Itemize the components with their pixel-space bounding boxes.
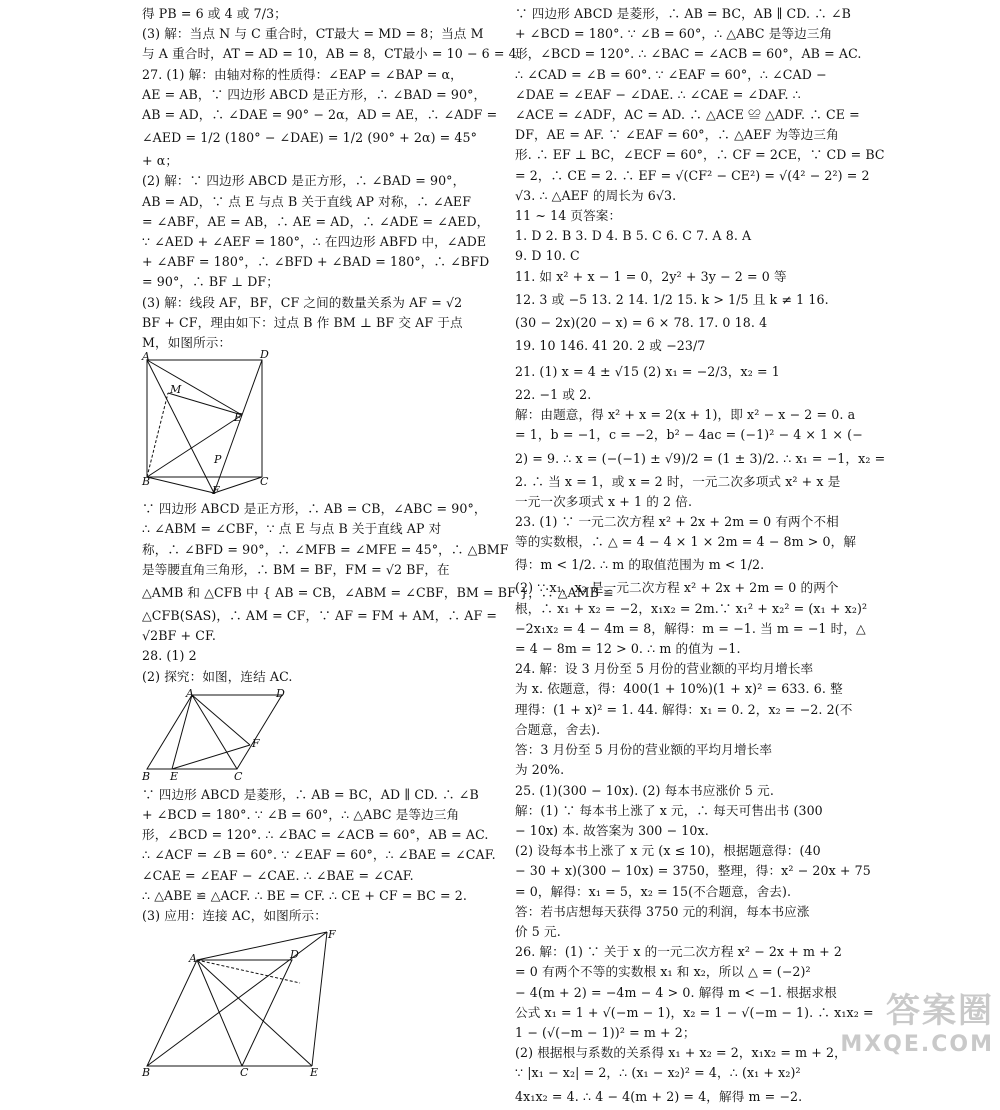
figure-label: B <box>142 1066 151 1080</box>
text-line: ∠DAE = ∠EAF − ∠DAE. ∴ ∠CAE = ∠DAF. ∴ <box>515 86 801 102</box>
text-line: (3) 解：线段 AF，BF，CF 之间的数量关系为 AF = √2 <box>142 294 463 310</box>
text-line: 21. (1) x = 4 ± √15 (2) x₁ = −2/3，x₂ = 1 <box>515 364 780 380</box>
text-line: △CFB(SAS)，∴ AM = CF，∵ AF = FM + AM，∴ AF = <box>142 608 498 624</box>
text-line: √3. ∴ △AEF 的周长为 6√3. <box>515 187 677 203</box>
text-line: 解：(1) ∵ 每本书上涨了 x 元，∴ 每天可售出书 (300 <box>515 802 823 818</box>
text-line: 2. ∴ 当 x = 1，或 x = 2 时，一元二次多项式 x² + x 是 <box>515 473 841 489</box>
text-line: DF，AE = AF. ∵ ∠EAF = 60°，∴ △AEF 为等边三角 <box>515 127 839 143</box>
text-line: 为 x. 依题意，得：400(1 + 10%)(1 + x)² = 633. 6. 整 <box>515 681 843 697</box>
figure-rhombus-application <box>142 928 342 1080</box>
text-line: M，如图所示： <box>142 335 232 351</box>
text-line: 9. D 10. C <box>515 248 580 264</box>
text-line: ∴ ∠ABM = ∠CBF，∵ 点 E 与点 B 关于直线 AP 对 <box>142 521 442 537</box>
text-line: (30 − 2x)(20 − x) = 6 × 78. 17. 0 18. 4 <box>515 314 768 330</box>
text-line: 12. 3 或 −5 13. 2 14. 1/2 15. k > 1/5 且 k ≠ 1 16. <box>515 291 829 307</box>
text-line: = 90°，∴ BF ⊥ DF； <box>142 274 279 290</box>
figure-label: B <box>142 475 151 489</box>
figure-label: D <box>276 686 285 700</box>
text-line: = 0 有两个不等的实数根 x₁ 和 x₂，所以 △ = (−2)² <box>515 964 811 980</box>
text-line: 22. −1 或 2. <box>515 387 592 403</box>
text-line: △AMB 和 △CFB 中 { AB = CB，∠ABM = ∠CBF，BM = BF }，∴ △AMB ≌ <box>142 585 614 601</box>
text-line: AB = AD，∴ ∠DAE = 90° − 2α，AD = AE，∴ ∠ADF = <box>142 107 498 123</box>
text-line: 11. 如 x² + x − 1 = 0，2y² + 3y − 2 = 0 等 <box>515 268 787 284</box>
figure-label: B <box>142 769 151 783</box>
figure-label: F <box>328 928 336 942</box>
text-line: (2) 解：∵ 四边形 ABCD 是正方形，∴ ∠BAD = 90°， <box>142 173 466 189</box>
figure-label: D <box>260 348 269 362</box>
text-line: 23. (1) ∵ 一元二次方程 x² + 2x + 2m = 0 有两个不相 <box>515 514 839 530</box>
figure-label: F <box>212 484 220 498</box>
text-line: − 4(m + 2) = −4m − 4 > 0. 解得 m < −1. 根据求根 <box>515 984 837 1000</box>
text-line: 4x₁x₂ = 4. ∴ 4 − 4(m + 2) = 4，解得 m = −2. <box>515 1088 803 1104</box>
text-line: 得 PB = 6 或 4 或 7/3； <box>142 6 287 21</box>
text-line: 形. ∴ EF ⊥ BC，∠ECF = 60°，∴ CF = 2CE，∵ CD = BC <box>515 147 885 163</box>
figure-label: E <box>310 1066 319 1080</box>
text-line: + ∠ABF = 180°，∴ ∠BFD + ∠BAD = 180°，∴ ∠BFD <box>142 254 490 270</box>
right-column <box>515 4 886 1110</box>
text-line: 28. (1) 2 <box>142 648 197 664</box>
watermark-title: 答案圈 <box>886 991 994 1031</box>
watermark-url: MXQE.COM <box>840 1032 994 1057</box>
text-line: ∴ ∠ACF = ∠B = 60°. ∵ ∠EAF = 60°，∴ ∠BAE = ∠CAF. <box>142 847 496 863</box>
text-line: = 1，b = −1，c = −2，b² − 4ac = (−1)² − 4 × 1 × (− <box>515 427 863 443</box>
text-line: BF + CF，理由如下：过点 B 作 BM ⊥ BF 交 AF 于点 <box>142 314 463 330</box>
text-line: 1. D 2. B 3. D 4. B 5. C 6. C 7. A 8. A <box>515 228 752 244</box>
figure-label: A <box>189 952 197 966</box>
figure-label: E <box>170 769 179 783</box>
text-line: 形，∠BCD = 120°. ∴ ∠BAC = ∠ACB = 60°，AB = AC. <box>515 46 862 62</box>
text-line: (2) ∵ x₁，x₂ 是一元二次方程 x² + 2x + 2m = 0 的两个 <box>515 580 839 596</box>
figure-label: M <box>170 383 182 397</box>
text-line: ∠CAE = ∠EAF − ∠CAE. ∴ ∠BAE = ∠CAF. <box>142 867 414 883</box>
figure-label: F <box>252 736 260 750</box>
text-line: ∵ ∠AED + ∠AEF = 180°，∴ 在四边形 ABFD 中，∠ADE <box>142 234 487 250</box>
figure-label: D <box>290 948 299 962</box>
figure-label: C <box>260 475 269 489</box>
text-line: 25. (1)(300 − 10x). (2) 每本书应涨价 5 元. <box>515 782 774 798</box>
text-line: 为 20%. <box>515 762 565 778</box>
text-line: 根，∴ x₁ + x₂ = −2，x₁x₂ = 2m.∵ x₁² + x₂² = (x₁ + x₂)² <box>515 600 868 616</box>
text-line: 得：m < 1/2. ∴ m 的取值范围为 m < 1/2. <box>515 557 765 573</box>
text-line: 一元一次多项式 x + 1 的 2 倍. <box>515 493 693 509</box>
text-line: AE = AB，∵ 四边形 ABCD 是正方形，∴ ∠BAD = 90°， <box>142 86 487 102</box>
figure-label: A <box>186 686 194 700</box>
text-line: ∠ACE = ∠ADF，AC = AD. ∴ △ACE ≌ △ADF. ∴ CE = <box>515 107 860 123</box>
text-line: = ∠ABF，AE = AB，∴ AE = AD，∴ ∠ADE = ∠AED， <box>142 213 490 229</box>
text-line: + ∠BCD = 180°. ∵ ∠B = 60°，∴ △ABC 是等边三角 <box>142 807 460 823</box>
text-line: + ∠BCD = 180°. ∵ ∠B = 60°，∴ △ABC 是等边三角 <box>515 26 833 42</box>
text-line: − 30 + x)(300 − 10x) = 3750，整理，得：x² − 20x + 75 <box>515 863 871 879</box>
text-line: 形，∠BCD = 120°. ∴ ∠BAC = ∠ACB = 60°，AB = AC. <box>142 827 489 843</box>
text-line: −2x₁x₂ = 4 − 4m = 8，解得：m = −1. 当 m = −1 时，△ <box>515 620 866 636</box>
text-line: (3) 应用：连接 AC，如图所示： <box>142 908 327 924</box>
text-line: AB = AD，∵ 点 E 与点 B 关于直线 AP 对称，∴ ∠AEF <box>142 193 472 209</box>
text-line: ∴ ∠CAD = ∠B = 60°. ∵ ∠EAF = 60°，∴ ∠CAD − <box>515 66 827 82</box>
figure-label: C <box>240 1066 249 1080</box>
text-line: + α； <box>142 153 179 169</box>
text-line: 2) = 9. ∴ x = (−(−1) ± √9)/2 = (1 ± 3)/2. ∴ x₁ = −1，x₂ = <box>515 450 886 466</box>
text-line: √2BF + CF. <box>142 628 217 644</box>
text-line: 理得：(1 + x)² = 1. 44. 解得：x₁ = 0. 2，x₂ = −2. 2(不 <box>515 701 853 717</box>
figure-label: P <box>214 453 222 467</box>
watermark-logo <box>840 983 994 1057</box>
text-line: ∵ |x₁ − x₂| = 2，∴ (x₁ − x₂)² = 4，∴ (x₁ + x₂)² <box>515 1065 801 1081</box>
text-line: (2) 探究：如图，连结 AC. <box>142 668 293 684</box>
text-line: ∠AED = 1/2 (180° − ∠DAE) = 1/2 (90° + 2α) = 45° <box>142 130 478 146</box>
text-line: 答：3 月份至 5 月份的营业额的平均月增长率 <box>515 742 773 758</box>
figure-square <box>142 348 272 498</box>
text-line: (2) 设每本书上涨了 x 元 (x ≤ 10)，根据题意得：(40 <box>515 843 821 859</box>
text-line: ∵ 四边形 ABCD 是菱形，∴ AB = BC，AB ∥ CD. ∴ ∠B <box>515 6 851 21</box>
figure-rhombus <box>142 686 292 783</box>
text-line: 解：由题意，得 x² + x = 2(x + 1)，即 x² − x − 2 = 0. a <box>515 407 856 423</box>
section-heading: 11 ~ 14 页答案： <box>515 208 622 224</box>
text-line: (2) 根据根与系数的关系得 x₁ + x₂ = 2，x₁x₂ = m + 2， <box>515 1045 847 1061</box>
text-line: ∵ 四边形 ABCD 是菱形，∴ AB = BC，AD ∥ CD. ∴ ∠B <box>142 786 479 802</box>
text-line: ∵ 四边形 ABCD 是正方形，∴ AB = CB，∠ABC = 90°， <box>142 501 487 517</box>
text-line: 1 − (√(−m − 1))² = m + 2； <box>515 1024 696 1040</box>
text-line: 26. 解：(1) ∵ 关于 x 的一元二次方程 x² − 2x + m + 2 <box>515 944 843 960</box>
text-line: 称，∴ ∠BFD = 90°，∴ ∠MFB = ∠MFE = 45°，∴ △BMF <box>142 541 509 557</box>
text-line: 公式 x₁ = 1 + √(−m − 1)，x₂ = 1 − √(−m − 1). ∴ x₁x₂ = <box>515 1004 874 1020</box>
text-line: 是等腰直角三角形，∴ BM = BF，FM = √2 BF，在 <box>142 561 450 577</box>
figure-label: C <box>234 769 243 783</box>
text-line: − 10x) 本. 故答案为 300 − 10x. <box>515 822 709 838</box>
text-line: (3) 解：当点 N 与 C 重合时，CT最大 = MD = 8；当点 M <box>142 26 484 42</box>
text-line: 等的实数根，∴ △ = 4 − 4 × 1 × 2m = 4 − 8m > 0，解 <box>515 534 857 550</box>
figure-label: E <box>234 411 243 425</box>
text-line: = 2，∴ CE = 2. ∴ EF = √(CF² − CE²) = √(4² − 2²) = 2 <box>515 167 870 183</box>
text-line: 24. 解：设 3 月份至 5 月份的营业额的平均月增长率 <box>515 661 814 677</box>
text-line: 答：若书店想每天获得 3750 元的利润，每本书应涨 <box>515 903 810 919</box>
text-line: 合题意，舍去). <box>515 721 601 737</box>
text-line: = 4 − 8m = 12 > 0. ∴ m 的值为 −1. <box>515 641 741 657</box>
text-line: = 0，解得：x₁ = 5，x₂ = 15(不合题意，舍去). <box>515 883 792 899</box>
figure-label: A <box>142 350 150 364</box>
text-line: 27. (1) 解：由轴对称的性质得：∠EAP = ∠BAP = α， <box>142 66 463 82</box>
text-line: 价 5 元. <box>515 923 561 939</box>
text-line: 19. 10 146. 41 20. 2 或 −23/7 <box>515 338 706 354</box>
text-line: 与 A 重合时，AT = AD = 10，AB = 8，CT最小 = 10 − 6 = 4. <box>142 46 521 62</box>
text-line: ∴ △ABE ≌ △ACF. ∴ BE = CF. ∴ CE + CF = BC = 2. <box>142 887 467 903</box>
